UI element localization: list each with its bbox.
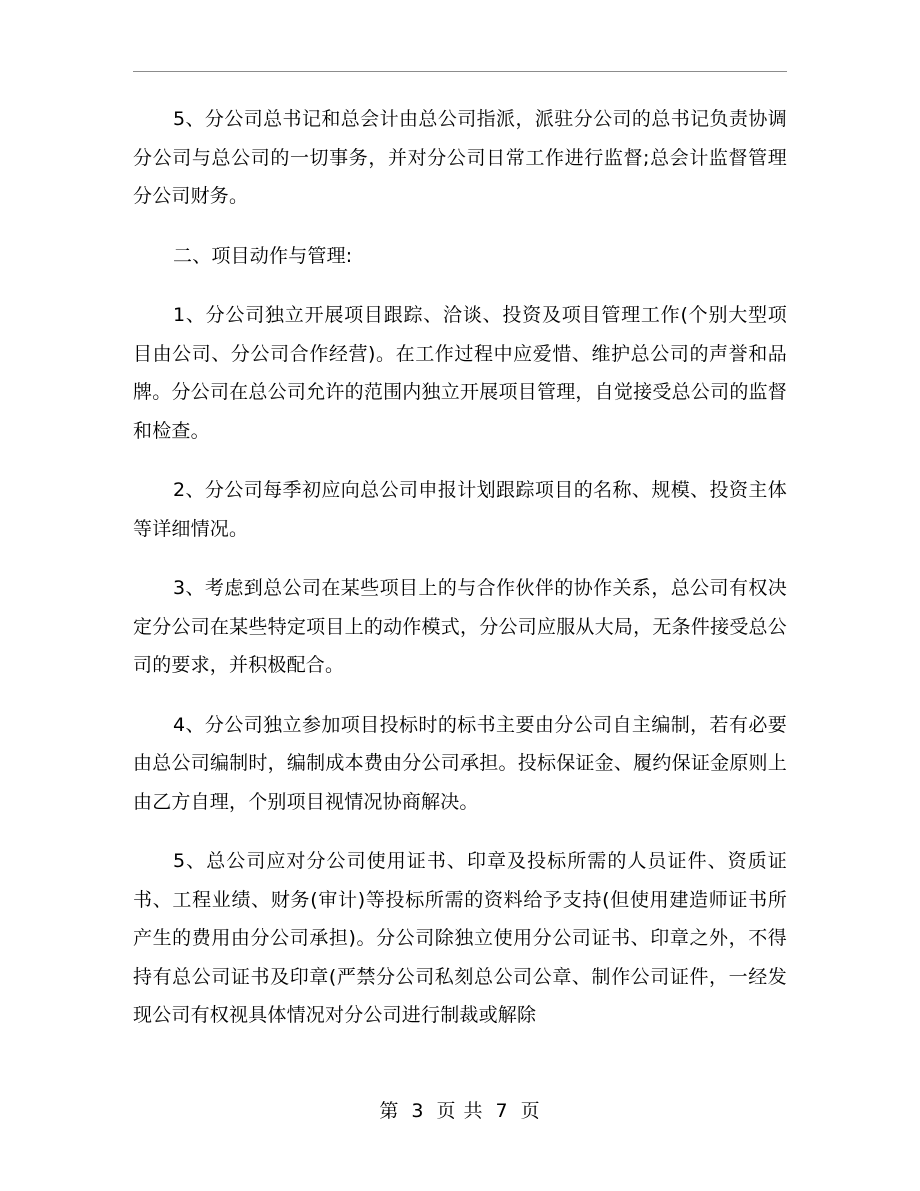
page-label-prefix: 第 xyxy=(379,1100,400,1122)
paragraph-3-cooperation: 3、考虑到总公司在某些项目上的与合作伙伴的协作关系，总公司有权决定分公司在某些特定项目上的动作模式，分公司应服从大局，无条件接受总公司的要求，并积极配合。 xyxy=(133,577,787,676)
page-label-mid: 页 共 xyxy=(436,1100,484,1122)
paragraph-5-certificates: 5、总公司应对分公司使用证书、印章及投标所需的人员证件、资质证书、工程业绩、财务(审计)等投标所需的资料给予支持(但使用建造师证书所产生的费用由分公司承担)。分公司除独立使用分公司证书、印章之外，不得持有总公司证书及印章(严禁分公司私刻总公司公章、制作公司证件，一经发现公司有权视具体情况对分公司进行制裁或解除 xyxy=(133,850,787,1026)
section-heading-project-management: 二、项目动作与管理: xyxy=(173,244,353,267)
paragraph-5-party-secretary: 5、分公司总书记和总会计由总公司指派，派驻分公司的总书记负责协调分公司与总公司的一切事务，并对分公司日常工作进行监督;总会计监督管理分公司财务。 xyxy=(133,108,787,207)
page-footer xyxy=(0,1097,920,1125)
total-pages-number: 7 xyxy=(495,1100,509,1122)
paragraph-4-bidding: 4、分公司独立参加项目投标时的标书主要由分公司自主编制，若有必要由总公司编制时，编制成本费由分公司承担。投标保证金、履约保证金原则上由乙方自理，个别项目视情况协商解决。 xyxy=(133,713,787,813)
document-body xyxy=(133,100,787,1056)
page-label-suffix: 页 xyxy=(520,1100,541,1122)
paragraph-1-independent-projects: 1、分公司独立开展项目跟踪、洽谈、投资及项目管理工作(个别大型项目由公司、分公司合作经营)。在工作过程中应爱惜、维护总公司的声誉和品牌。分公司在总公司允许的范围内独立开展项目管理，自觉接受总公司的监督和检查。 xyxy=(133,304,787,442)
header-rule xyxy=(133,71,787,72)
paragraph-2-quarterly-report: 2、分公司每季初应向总公司申报计划跟踪项目的名称、规模、投资主体等详细情况。 xyxy=(133,479,787,540)
current-page-number: 3 xyxy=(411,1100,425,1122)
